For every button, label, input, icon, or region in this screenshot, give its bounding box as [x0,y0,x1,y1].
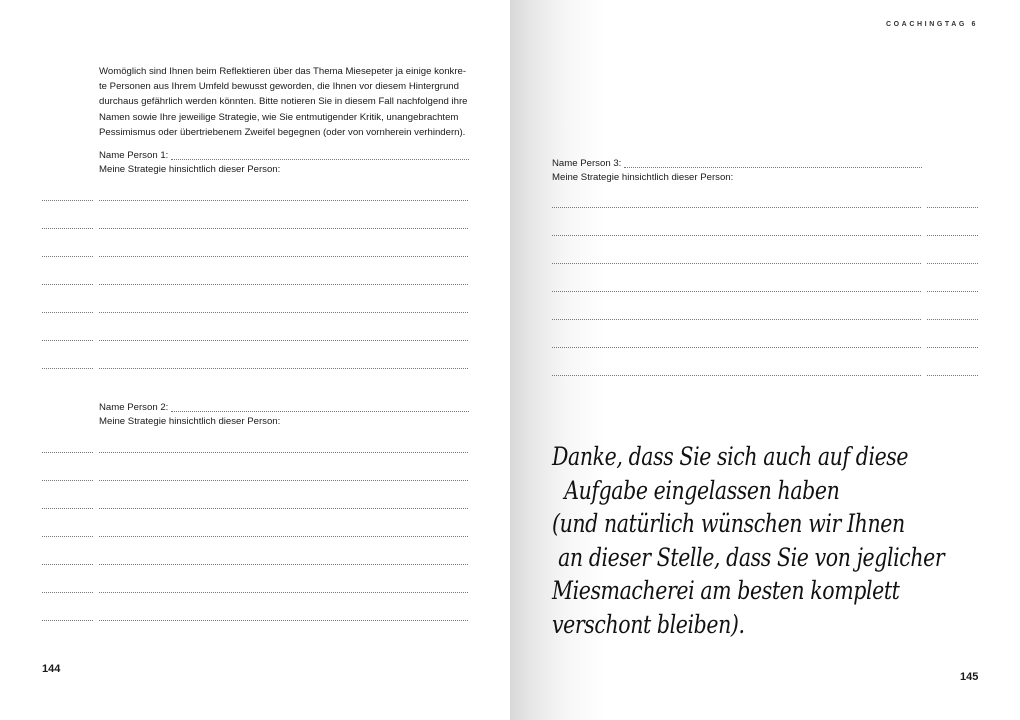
intro-line: te Personen aus Ihrem Umfeld bewusst geworden, die Ihnen vor diesem Hintergrund [99,81,459,93]
intro-line: Womöglich sind Ihnen beim Reflektieren über das Thema Miesepeter ja einige konkre- [99,66,467,77]
writing-line[interactable] [927,207,978,208]
writing-line[interactable] [99,592,468,593]
person3-name-field[interactable] [552,156,922,171]
handwritten-line: Danke, dass Sie sich auch auf diese [552,442,909,471]
handwritten-line: Aufgabe eingelassen haben [552,475,840,505]
name-fill-line[interactable] [171,159,469,160]
writing-line[interactable] [99,508,468,509]
person3-strategy-label: Meine Strategie hinsichtlich dieser Person: [552,172,734,183]
writing-line[interactable] [42,256,93,257]
handwritten-line: an dieser Stelle, dass Sie von jeglicher [552,542,945,572]
person1-name-field[interactable] [99,148,469,163]
handwritten-note [552,440,944,641]
writing-line[interactable] [927,235,978,236]
intro-line: Namen sowie Ihre jeweilige Strategie, wie Sie entmutigender Kritik, unangebrachtem [99,111,459,123]
writing-line[interactable] [927,347,978,348]
writing-line[interactable] [99,284,468,285]
writing-line[interactable] [42,480,93,481]
page-number: 144 [42,663,61,675]
writing-line[interactable] [42,452,93,453]
writing-line[interactable] [99,368,468,369]
writing-line[interactable] [42,592,93,593]
writing-line[interactable] [927,375,978,376]
writing-line[interactable] [42,312,93,313]
writing-line[interactable] [99,452,468,453]
writing-line[interactable] [99,256,468,257]
writing-line[interactable] [552,207,921,208]
name-fill-line[interactable] [171,411,469,412]
page-number: 145 [960,671,979,683]
person1-strategy-label: Meine Strategie hinsichtlich dieser Person: [99,164,281,175]
writing-line[interactable] [99,480,468,481]
writing-line[interactable] [99,228,468,229]
person2-strategy-label: Meine Strategie hinsichtlich dieser Person: [99,416,281,427]
writing-line[interactable] [99,200,468,201]
intro-line: Pessimismus oder übertriebenem Zweifel begegnen (oder von vornherein verhindern). [99,126,466,138]
writing-line[interactable] [552,347,921,348]
intro-line: durchaus gefährlich werden könnten. Bitte notieren Sie in diesem Fall nachfolgend ihre [99,96,468,108]
writing-line[interactable] [42,368,93,369]
intro-paragraph [99,64,474,140]
writing-line[interactable] [42,508,93,509]
person2-name-label: Name Person 2: [99,402,169,413]
writing-line[interactable] [552,375,921,376]
writing-line[interactable] [42,284,93,285]
writing-line[interactable] [42,620,93,621]
person2-name-field[interactable] [99,400,469,415]
writing-line[interactable] [552,319,921,320]
writing-line[interactable] [927,263,978,264]
writing-line[interactable] [552,263,921,264]
writing-line[interactable] [42,228,93,229]
writing-line[interactable] [42,200,93,201]
writing-line[interactable] [99,536,468,537]
writing-line[interactable] [99,564,468,565]
writing-line[interactable] [42,564,93,565]
right-page [510,0,1020,720]
writing-line[interactable] [99,340,468,341]
writing-line[interactable] [927,291,978,292]
handwritten-line: (und natürlich wünschen wir Ihnen [552,509,905,538]
person3-name-label: Name Person 3: [552,158,622,169]
writing-line[interactable] [552,235,921,236]
writing-line[interactable] [552,291,921,292]
person1-name-label: Name Person 1: [99,150,169,161]
running-header: COACHINGTAG 6 [885,21,978,28]
writing-line[interactable] [927,319,978,320]
writing-line[interactable] [42,536,93,537]
writing-line[interactable] [99,620,468,621]
name-fill-line[interactable] [624,167,922,168]
writing-line[interactable] [42,340,93,341]
handwritten-line: Miesmacherei am besten komplett [552,576,900,605]
handwritten-line: verschont bleiben). [552,609,745,639]
writing-line[interactable] [99,312,468,313]
